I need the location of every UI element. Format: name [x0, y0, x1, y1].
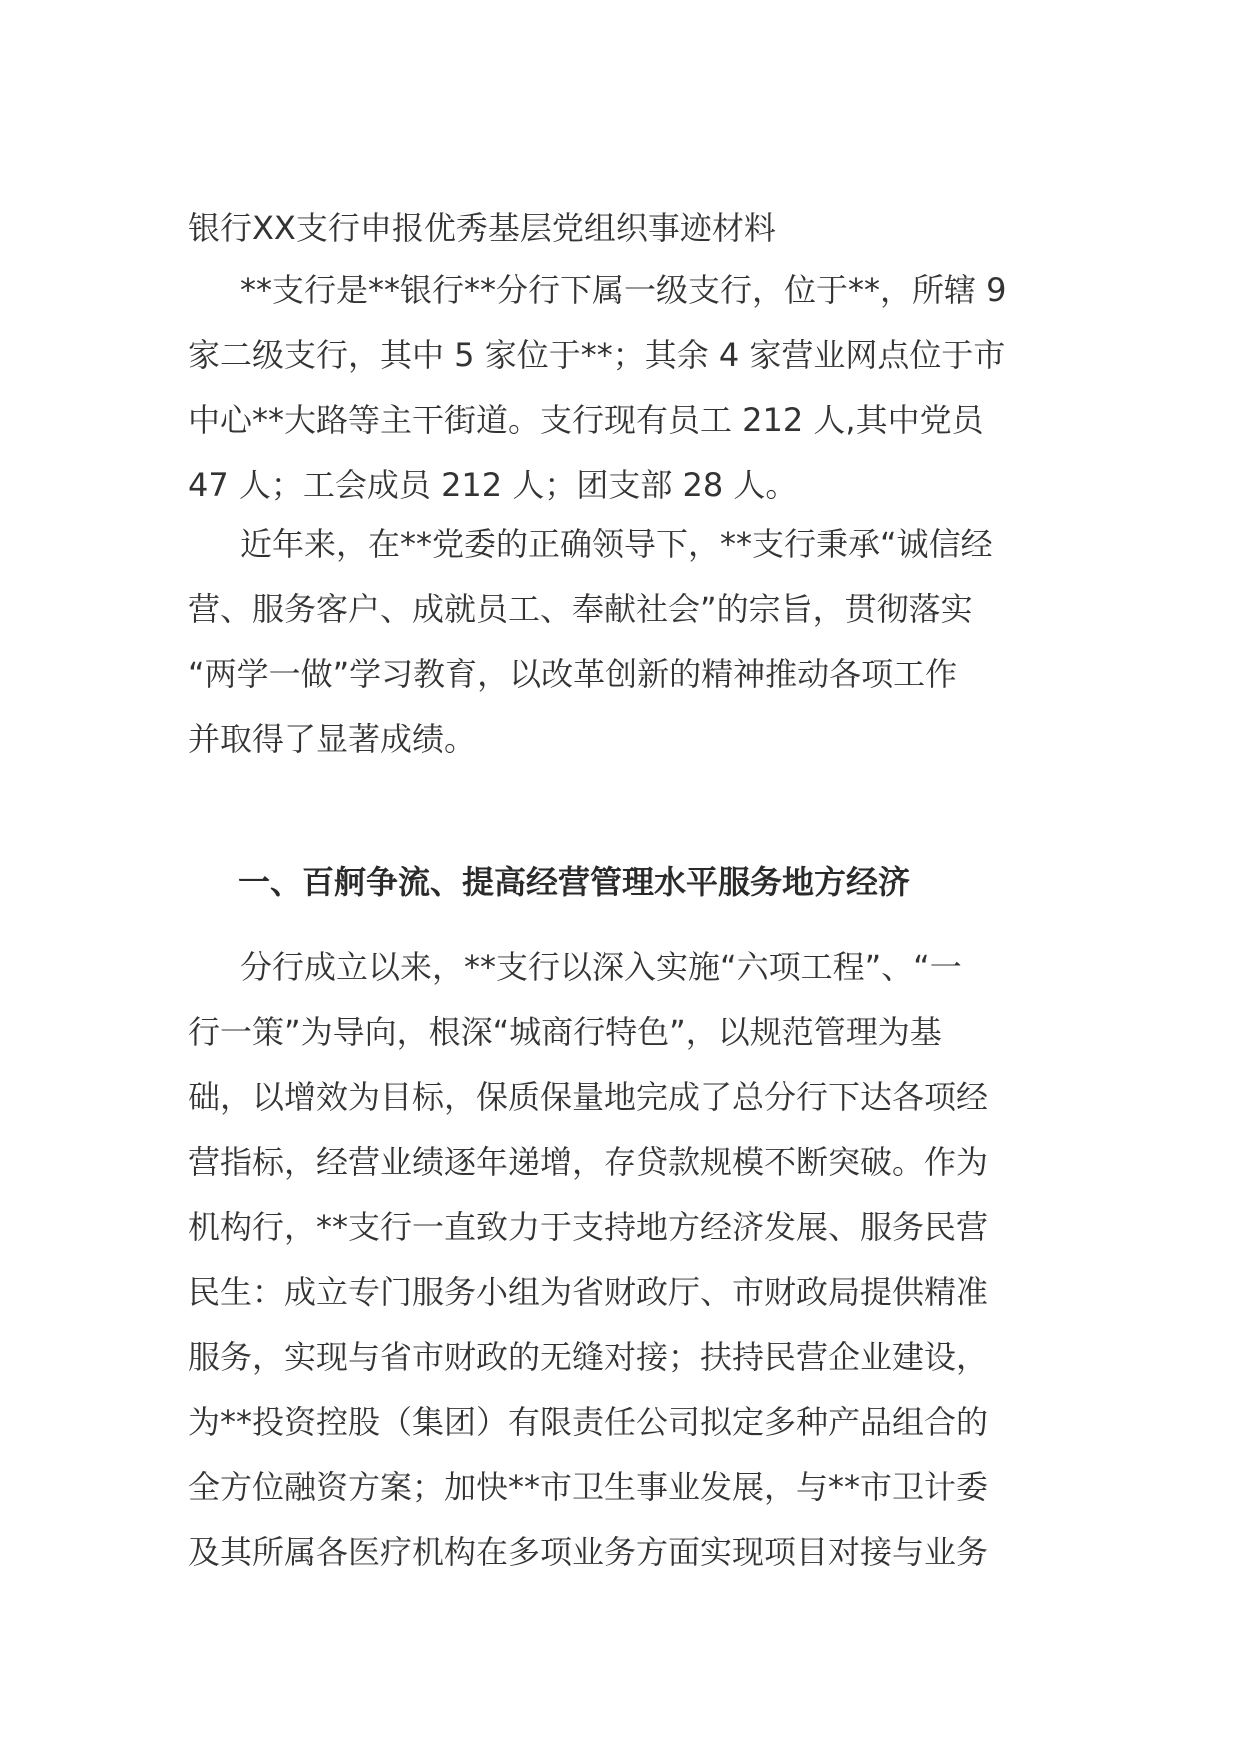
paragraph-line: 全方位融资方案；加快**市卫生事业发展，与**市卫计委: [188, 1468, 989, 1506]
paragraph-line: **支行是**银行**分行下属一级支行，位于**，所辖 9: [240, 271, 1007, 309]
paragraph-achievements: [188, 512, 1048, 772]
paragraph-line: 民生：成立专门服务小组为省财政厅、市财政局提供精准: [188, 1273, 989, 1311]
paragraph-line: 近年来，在**党委的正确领导下，**支行秉承“诚信经: [240, 525, 993, 563]
document-title: 银行XX支行申报优秀基层党组织事迹材料: [188, 209, 776, 247]
paragraph-line: 础，以增效为目标，保质保量地完成了总分行下达各项经: [188, 1078, 989, 1116]
paragraph-line: 营指标，经营业绩逐年递增，存贷款规模不断突破。作为: [188, 1143, 989, 1181]
paragraph-line: 机构行，**支行一直致力于支持地方经济发展、服务民营: [188, 1208, 989, 1246]
section-heading-1: 一、百舸争流、提高经营管理水平服务地方经济: [238, 863, 911, 901]
paragraph-line: “两学一做”学习教育，以改革创新的精神推动各项工作: [188, 655, 958, 693]
paragraph-line: 服务，实现与省市财政的无缝对接；扶持民营企业建设，: [188, 1338, 989, 1376]
paragraph-line: 营、服务客户、成就员工、奉献社会”的宗旨，贯彻落实: [188, 590, 973, 628]
paragraph-line: 并取得了显著成绩。: [188, 720, 477, 758]
paragraph-line: 为**投资控股（集团）有限责任公司拟定多种产品组合的: [188, 1403, 989, 1441]
paragraph-line: 中心**大路等主干街道。支行现有员工 212 人,其中党员: [188, 401, 984, 439]
paragraph-section-1-body: [188, 935, 1048, 1585]
paragraph-line: 及其所属各医疗机构在多项业务方面实现项目对接与业务: [188, 1533, 989, 1571]
paragraph-line: 分行成立以来，**支行以深入实施“六项工程”、“一: [240, 948, 962, 986]
paragraph-line: 47 人；工会成员 212 人；团支部 28 人。: [188, 466, 798, 504]
paragraph-line: 家二级支行，其中 5 家位于**；其余 4 家营业网点位于市: [188, 336, 1006, 374]
paragraph-overview: [188, 258, 1048, 518]
paragraph-line: 行一策”为导向，根深“城商行特色”，以规范管理为基: [188, 1013, 942, 1051]
